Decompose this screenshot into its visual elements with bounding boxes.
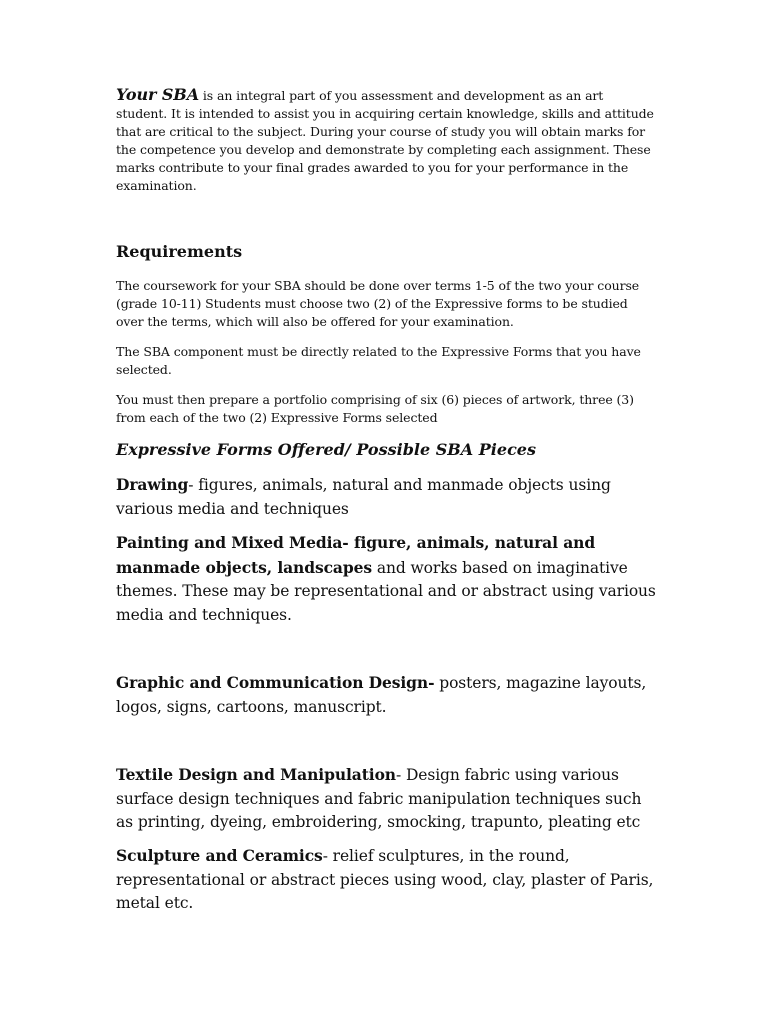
form-item-desc: - relief sculptures, in the round, representational or abstract pieces using wood, clay, plaster of Paris, metal etc. (116, 847, 654, 912)
form-item-title: Painting and Mixed Media- figure, animals, natural and manmade objects, landscapes (116, 533, 596, 577)
form-item-textile-design (116, 763, 656, 835)
forms-heading: Expressive Forms Offered/ Possible SBA Pieces (116, 440, 536, 459)
requirements-paragraph-1: The coursework for your SBA should be done over terms 1-5 of the two your course (grade 10-11) Students must choose two (2) of the Expressive forms to be studied over the terms, which will also be offered for your examination. (116, 278, 640, 329)
form-item-title: Drawing (116, 475, 189, 494)
requirements-paragraph-2: The SBA component must be directly related to the Expressive Forms that you have selected. (116, 344, 641, 377)
intro-paragraph (116, 86, 656, 195)
form-item-desc: - figures, animals, natural and manmade objects using various media and techniques (116, 476, 611, 518)
form-item-painting (116, 531, 656, 627)
form-item-graphic-design (116, 671, 656, 719)
intro-title: Your SBA (116, 85, 200, 104)
form-item-sculpture (116, 844, 656, 916)
form-item-desc: posters, magazine layouts, logos, signs, cartoons, manuscript. (116, 674, 647, 716)
intro-body: is an integral part of you assessment and development as an art student. It is intended to assist you in acquiring certain knowledge, skills and attitude that are critical to the subject. During your course of study you will obtain marks for the competence you develop and demonstrate by completing each assignment. These marks contribute to your final grades awarded to you for your performance in the examination. (116, 88, 654, 193)
requirements-paragraph-3: You must then prepare a portfolio comprising of six (6) pieces of artwork, three (3) from each of the two (2) Expressive Forms selected (116, 392, 634, 425)
form-item-desc: and works based on imaginative themes. These may be representational and or abstract using various media and techniques. (116, 558, 656, 624)
requirements-heading: Requirements (116, 242, 243, 261)
form-item-title: Textile Design and Manipulation (116, 765, 396, 784)
form-item-desc: - Design fabric using various surface design techniques and fabric manipulation techniques such as printing, dyeing, embroidering, smocking, trapunto, pleating etc (116, 766, 642, 831)
form-item-drawing (116, 473, 656, 521)
form-item-title: Sculpture and Ceramics (116, 846, 323, 865)
form-item-title: Graphic and Communication Design- (116, 673, 435, 692)
